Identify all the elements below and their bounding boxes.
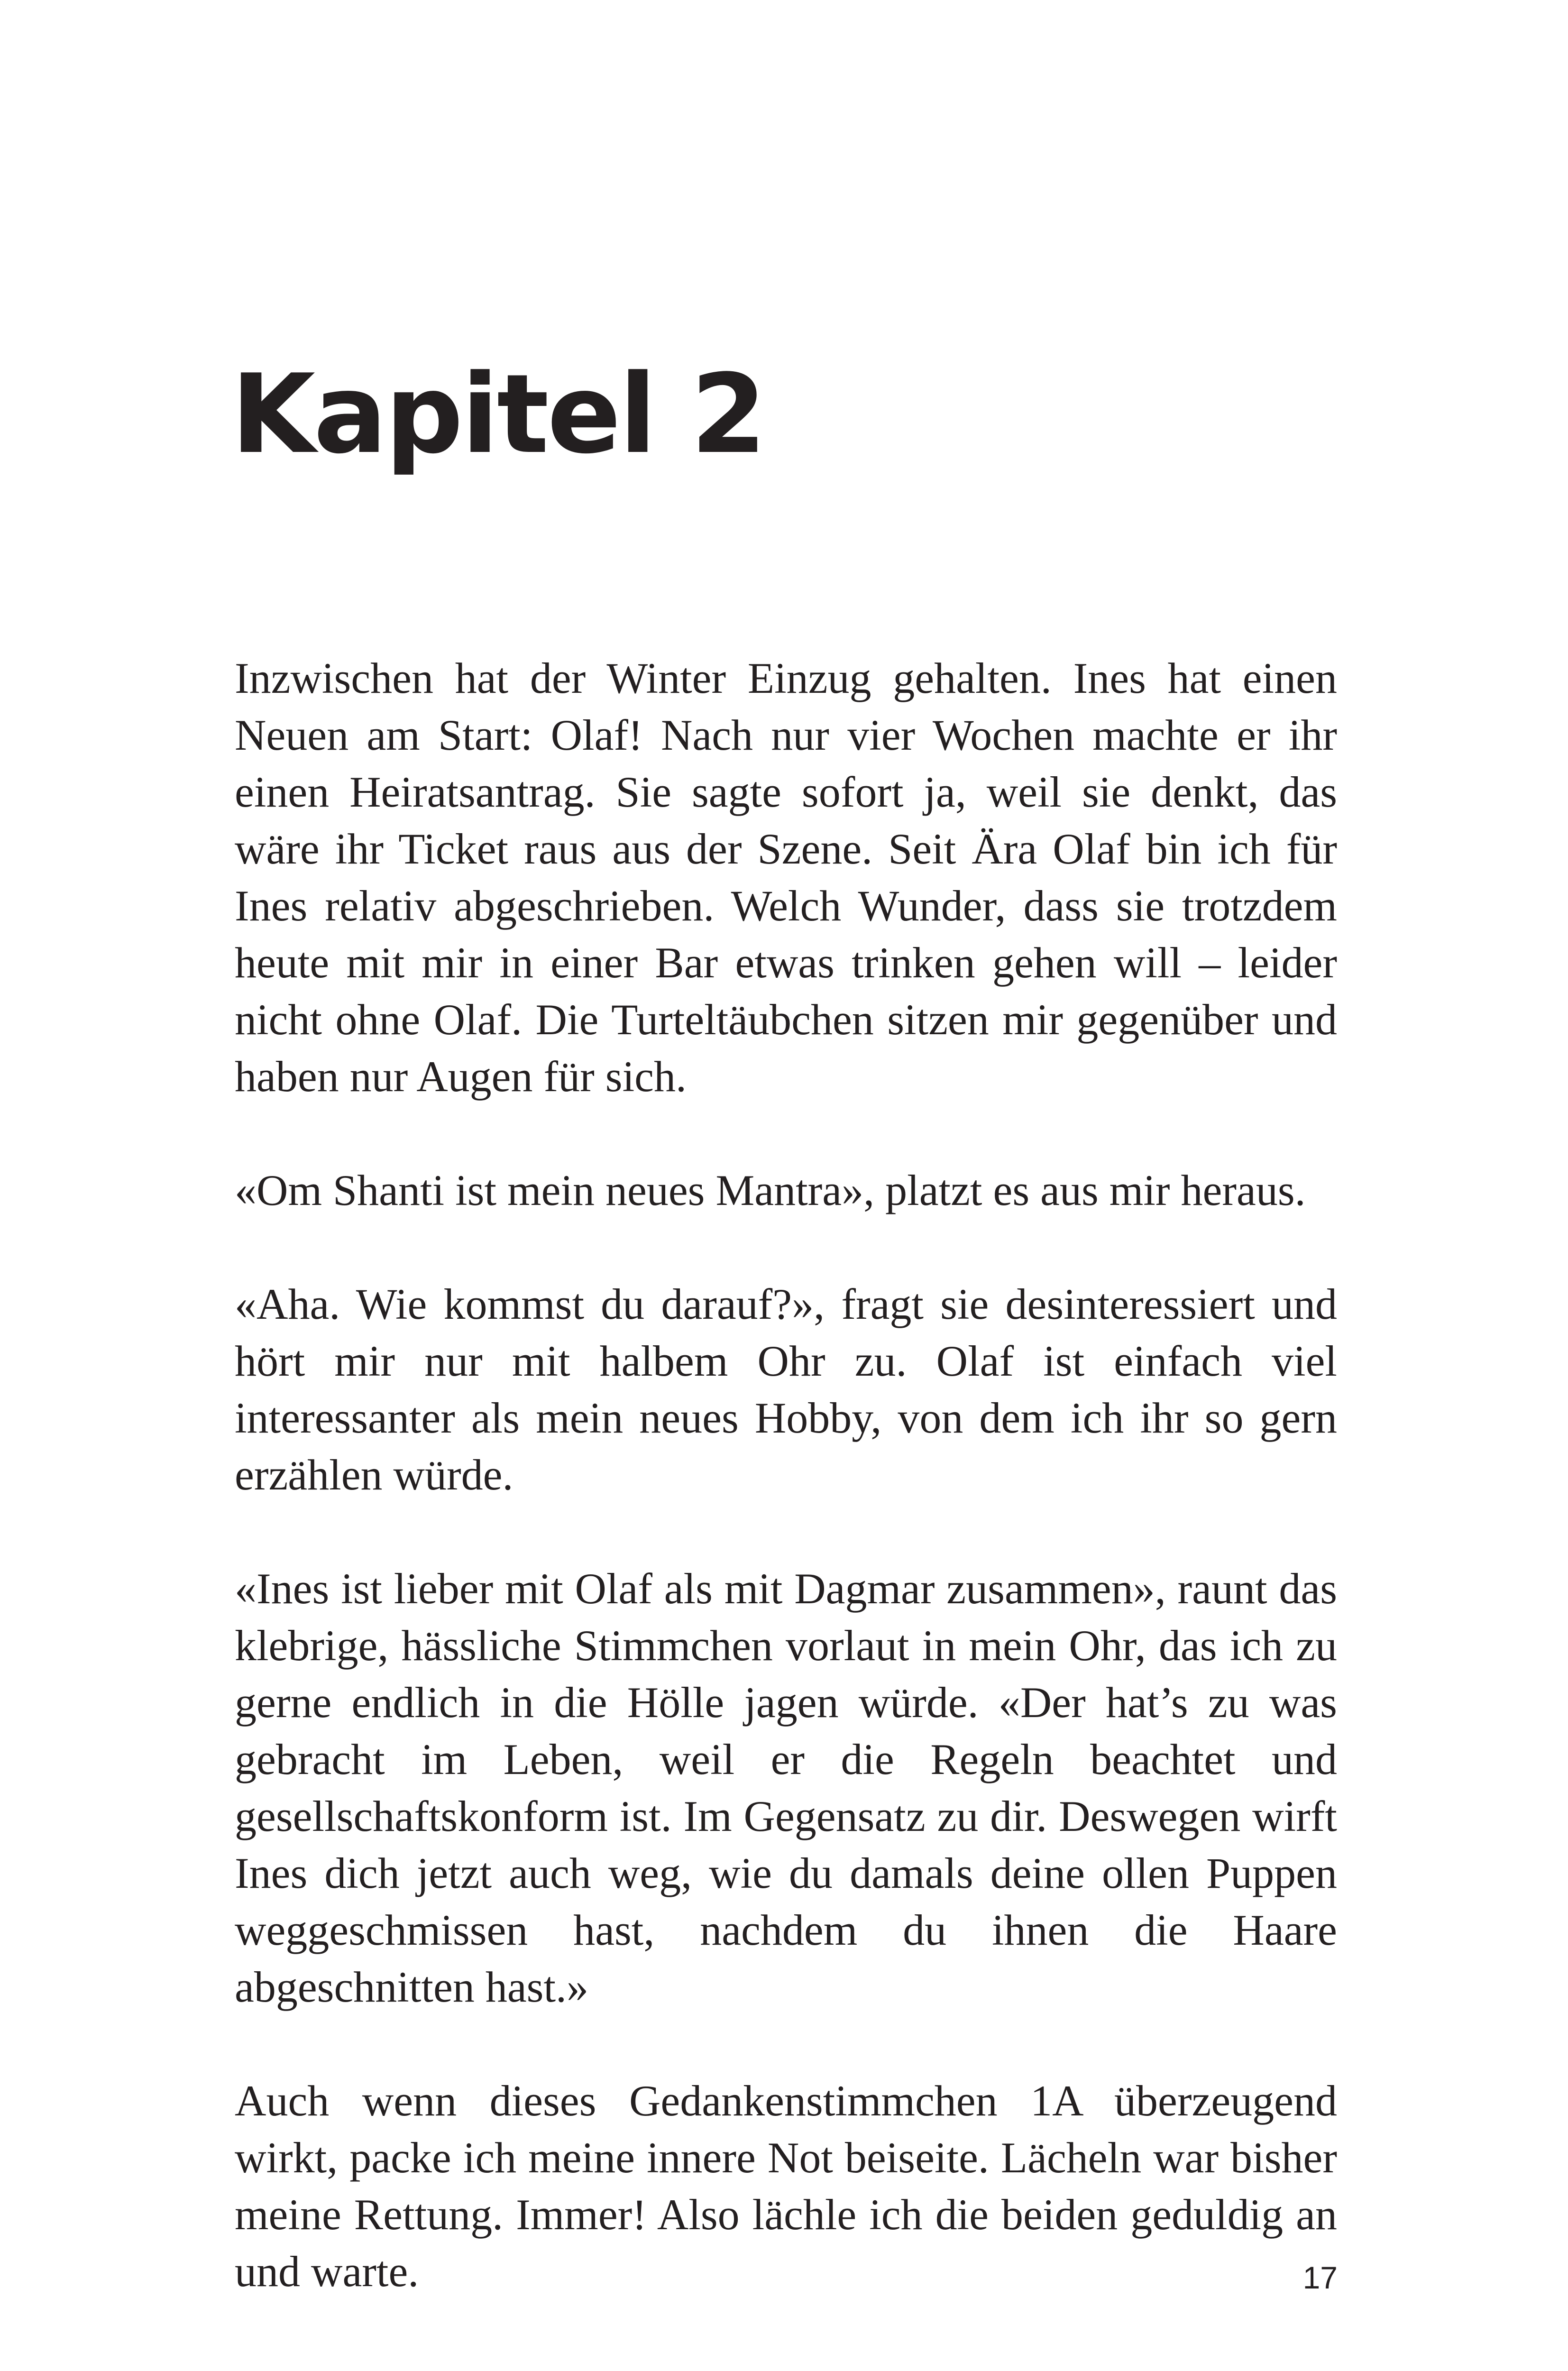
page-number: 17 <box>1302 2260 1338 2295</box>
paragraph: Inzwischen hat der Winter Einzug gehalten. Ines hat einen Neuen am Start: Olaf! Nach nur vier Wochen machte er ihr einen Heiratsantrag. Sie sagte sofort ja, weil sie denkt, das wäre ihr Ticket raus aus der Szene. Seit Ära Olaf bin ich für Ines relativ abgeschrieben. Welch Wunder, dass sie trotzdem heute mit mir in einer Bar etwas trinken gehen will – leider nicht ohne Olaf. Die Turteltäubchen sitzen mir gegenüber und haben nur Augen für sich. <box>235 654 1337 1101</box>
paragraph: «Om Shanti ist mein neues Mantra», platzt es aus mir heraus. <box>235 1166 1306 1214</box>
paragraph: «Aha. Wie kommst du darauf?», fragt sie desinteressiert und hört mir nur mit halbem Ohr zu. Olaf ist einfach viel interessanter als mein neues Hobby, von dem ich ihr so gern erzählen würde. <box>235 1280 1337 1499</box>
paragraph: «Ines ist lieber mit Olaf als mit Dagmar zusammen», raunt das klebrige, hässliche Stimmchen vorlaut in mein Ohr, das ich zu gerne endlich in die Hölle jagen würde. «Der hat’s zu was gebracht im Leben, weil er die Regeln beachtet und gesellschaftskonform ist. Im Gegensatz zu dir. Deswegen wirft Ines dich jetzt auch weg, wie du damals deine ollen Puppen weggeschmissen hast, nachdem du ihnen die Haare abgeschnitten hast.» <box>235 1564 1337 2011</box>
paragraph: Auch wenn dieses Gedankenstimmchen 1A überzeugend wirkt, packe ich meine innere Not beiseite. Lächeln war bisher meine Rettung. Immer! Also lächle ich die beiden geduldig an und warte. <box>235 2077 1337 2296</box>
chapter-body <box>235 650 1337 2300</box>
chapter-title: Kapitel 2 <box>231 351 765 478</box>
